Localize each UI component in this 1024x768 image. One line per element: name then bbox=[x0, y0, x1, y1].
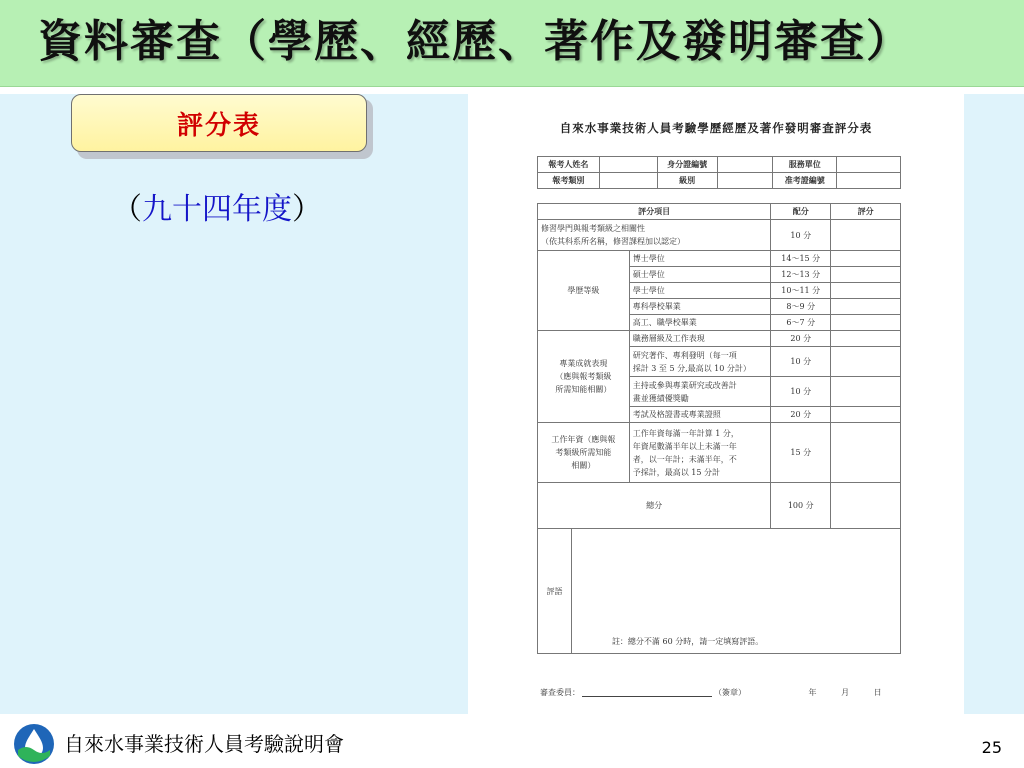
work-label-2: 考類級所需知能 bbox=[555, 448, 612, 457]
signature-line bbox=[540, 687, 900, 698]
score-cell bbox=[831, 299, 901, 315]
table-cell bbox=[837, 157, 901, 173]
achievement-points: 20 分 bbox=[771, 407, 831, 423]
form-title: 自來水事業技術人員考驗學歷經歷及著作發明審查評分表 bbox=[559, 121, 873, 135]
grading-table bbox=[537, 203, 901, 654]
achievement-label bbox=[538, 331, 630, 423]
signature-stamp: （簽章） bbox=[714, 688, 746, 697]
score-sheet-badge bbox=[71, 94, 367, 152]
table-cell bbox=[599, 157, 657, 173]
relevance-line-1: 修習學門與報考類級之相關性 bbox=[541, 224, 645, 233]
achievement-points: 10 分 bbox=[771, 377, 831, 407]
left-panel bbox=[0, 94, 468, 714]
score-cell bbox=[831, 331, 901, 347]
water-drop-logo-icon bbox=[12, 722, 56, 766]
work-item-line: 者，以一年計；未滿半年，不 bbox=[632, 454, 737, 464]
achievement-item bbox=[629, 377, 771, 407]
applicant-info-table bbox=[537, 156, 901, 189]
work-item-line: 予採計，最高以 15 分計 bbox=[632, 467, 721, 477]
right-panel bbox=[964, 94, 1024, 714]
education-points: 6～7 分 bbox=[771, 315, 831, 331]
education-item: 高工、職學校畢業 bbox=[629, 315, 771, 331]
date-month: 月 bbox=[841, 688, 850, 697]
table-cell: 報考人姓名 bbox=[538, 157, 600, 173]
relevance-points: 10 分 bbox=[771, 220, 831, 251]
achievement-item: 考試及格證書或專業證照 bbox=[629, 407, 771, 423]
table-row bbox=[538, 529, 901, 654]
education-points: 14～15 分 bbox=[771, 251, 831, 267]
education-item: 學士學位 bbox=[629, 283, 771, 299]
comment-label: 評語 bbox=[538, 529, 572, 654]
year-close-paren: ） bbox=[292, 192, 322, 227]
score-cell bbox=[831, 423, 901, 483]
education-points: 8～9 分 bbox=[771, 299, 831, 315]
table-row bbox=[538, 423, 901, 483]
table-cell: 服務單位 bbox=[773, 157, 837, 173]
table-row bbox=[538, 251, 901, 267]
relevance-item bbox=[538, 220, 771, 251]
relevance-line-2: （依其科系所名稱，修習課程加以認定） bbox=[541, 237, 685, 246]
education-item: 專科學校畢業 bbox=[629, 299, 771, 315]
achievement-item: 職務層級及工作表現 bbox=[629, 331, 771, 347]
table-cell: 級別 bbox=[657, 173, 717, 189]
work-label bbox=[538, 423, 630, 483]
footer-org-name: 自來水事業技術人員考驗說明會 bbox=[64, 732, 344, 756]
achievement-points: 10 分 bbox=[771, 347, 831, 377]
score-cell bbox=[831, 267, 901, 283]
signature-blank bbox=[582, 696, 712, 697]
work-item bbox=[629, 423, 771, 483]
score-cell bbox=[831, 315, 901, 331]
work-item-line: 年資尾數滿半年以上未滿一年 bbox=[632, 441, 737, 451]
score-form-image bbox=[468, 94, 964, 714]
education-points: 10～11 分 bbox=[771, 283, 831, 299]
total-label: 總分 bbox=[538, 483, 771, 529]
achievement-item-line: 採計 3 至 5 分,最高以 10 分計） bbox=[632, 363, 751, 373]
work-label-3: 相關） bbox=[571, 461, 596, 470]
slide-title: 資料審查（學歷、經歷、著作及發明審查） bbox=[38, 16, 912, 67]
table-cell bbox=[599, 173, 657, 189]
achievement-item-line: 畫並獲績優獎勵 bbox=[632, 393, 689, 403]
table-cell bbox=[837, 173, 901, 189]
badge-label: 評分表 bbox=[176, 110, 261, 141]
comment-area bbox=[571, 529, 900, 654]
table-header-row bbox=[538, 204, 901, 220]
header-points: 配分 bbox=[771, 204, 831, 220]
score-cell bbox=[831, 220, 901, 251]
work-item-line: 工作年資每滿一年計算 1 分， bbox=[632, 428, 739, 438]
header-score: 評分 bbox=[831, 204, 901, 220]
header-item: 評分項目 bbox=[538, 204, 771, 220]
title-bar bbox=[0, 0, 1024, 87]
score-cell bbox=[831, 483, 901, 529]
table-cell: 身分證編號 bbox=[657, 157, 717, 173]
achievement-label-2: （應與報考類級 bbox=[555, 372, 612, 381]
date-day: 日 bbox=[873, 688, 882, 697]
table-row bbox=[538, 173, 901, 189]
table-row bbox=[538, 331, 901, 347]
table-row bbox=[538, 483, 901, 529]
total-points: 100 分 bbox=[771, 483, 831, 529]
year-open-paren: （ bbox=[112, 192, 142, 227]
signature-label: 審查委員： bbox=[540, 688, 580, 697]
achievement-label-1: 專業成就表現 bbox=[559, 359, 608, 368]
date-year: 年 bbox=[808, 688, 817, 697]
score-cell bbox=[831, 377, 901, 407]
score-cell bbox=[831, 283, 901, 299]
work-points: 15 分 bbox=[771, 423, 831, 483]
achievement-item-line: 主持或參與專業研究或改善計 bbox=[632, 380, 737, 390]
page-number: 25 bbox=[981, 738, 1002, 757]
score-cell bbox=[831, 251, 901, 267]
comment-note: 註：總分不滿 60 分時，請一定填寫評語。 bbox=[611, 637, 764, 646]
table-cell: 准考證編號 bbox=[773, 173, 837, 189]
achievement-points: 20 分 bbox=[771, 331, 831, 347]
achievement-item bbox=[629, 347, 771, 377]
work-label-1: 工作年資（應與報 bbox=[551, 435, 616, 444]
table-cell bbox=[717, 157, 773, 173]
achievement-item-line: 研究著作、專利發明（每一項 bbox=[632, 350, 737, 360]
table-row bbox=[538, 157, 901, 173]
achievement-label-3: 所需知能相關） bbox=[555, 385, 612, 394]
education-points: 12～13 分 bbox=[771, 267, 831, 283]
table-cell: 報考類別 bbox=[538, 173, 600, 189]
score-cell bbox=[831, 407, 901, 423]
education-item: 碩士學位 bbox=[629, 267, 771, 283]
education-item: 博士學位 bbox=[629, 251, 771, 267]
score-cell bbox=[831, 347, 901, 377]
year-line bbox=[112, 190, 322, 230]
year-text: 九十四年度 bbox=[142, 192, 292, 227]
education-label: 學歷等級 bbox=[538, 251, 630, 331]
table-cell bbox=[717, 173, 773, 189]
table-row bbox=[538, 220, 901, 251]
